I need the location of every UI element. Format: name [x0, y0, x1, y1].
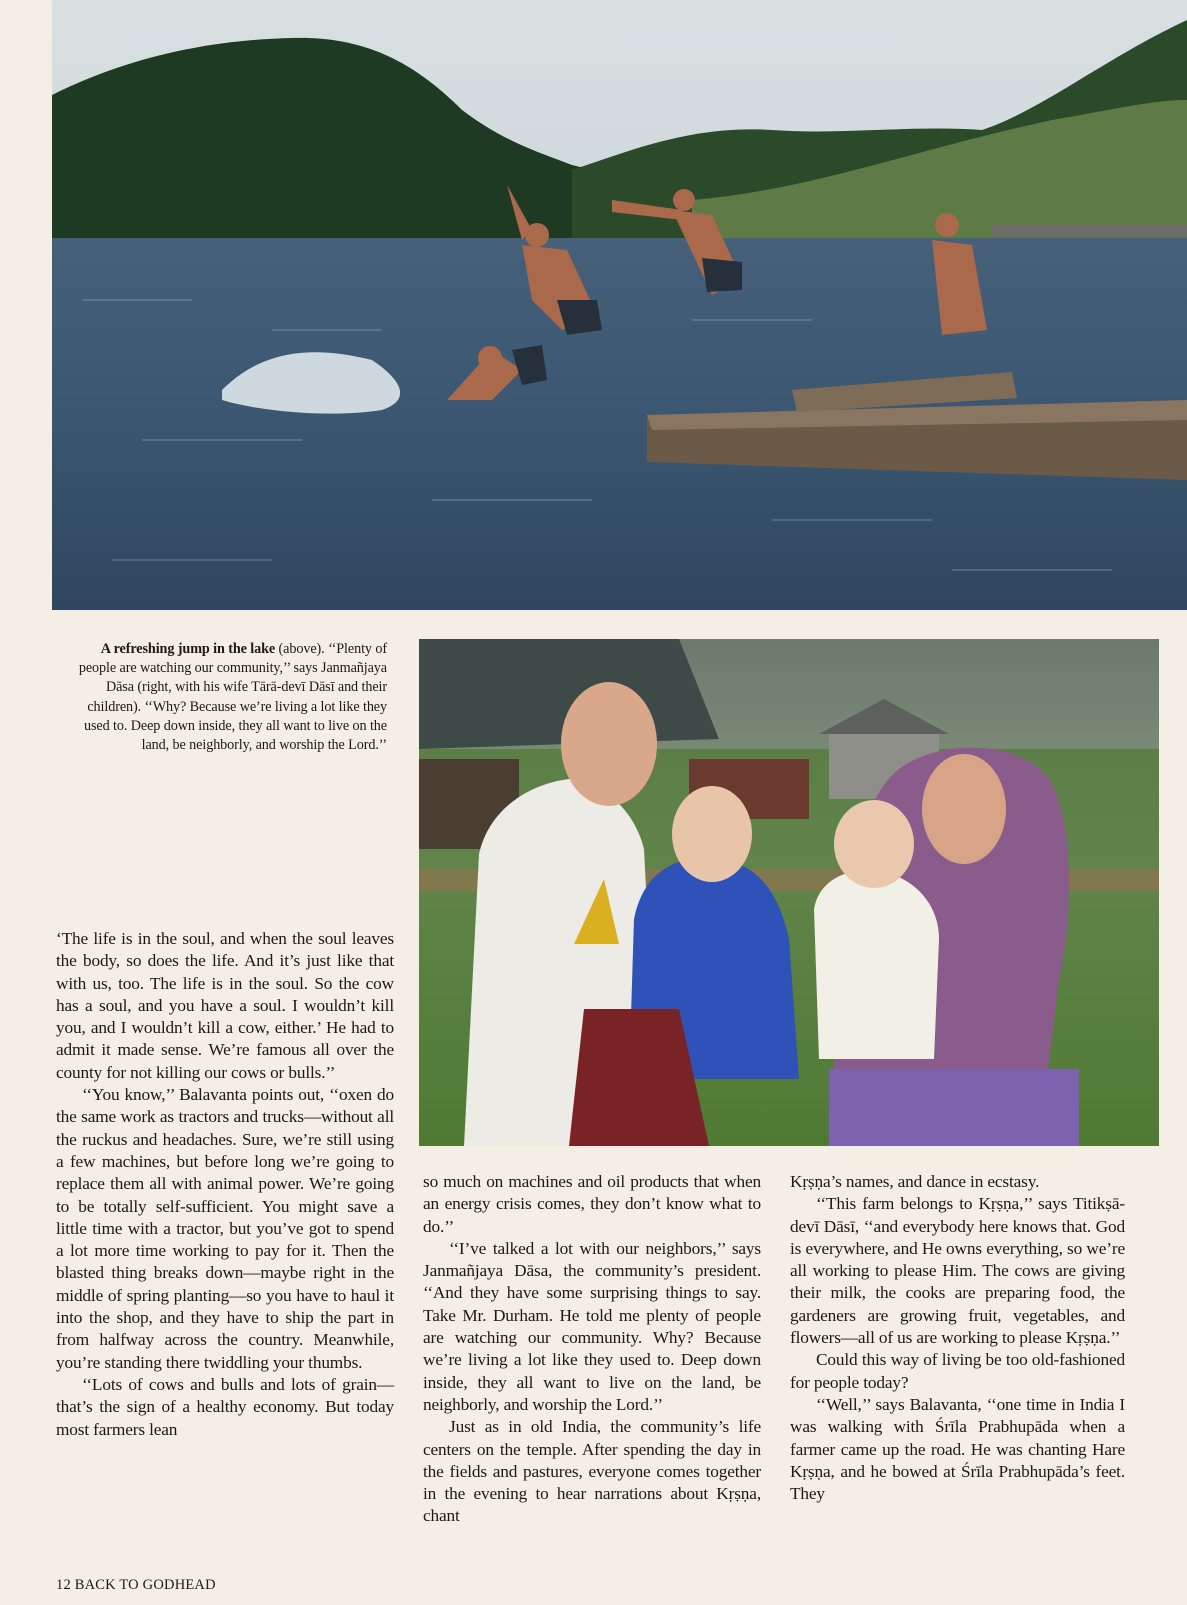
paragraph: ‘‘You know,’’ Balavanta points out, ‘‘oxen do the same work as tractors and trucks—without all the ruckus and headaches. Sure, we’re still using a few machines, but before long we’re going to replace them all with animal power. We’re going to be totally self-sufficient. You might save a little time with a tractor, but you’ve got to spend a lot more time working to pay for it. Then the blasted thing breaks down—maybe right in the middle of spring planting—so you have to haul it into the shop, and they have to ship the part in from halfway across the country. Meanwhile, you’re standing there twiddling your thumbs.	[56, 1085, 394, 1372]
family-photo	[419, 639, 1159, 1146]
caption-lead: A refreshing jump in the lake	[100, 641, 276, 657]
paragraph: so much on machines and oil products that when an energy crisis comes, they don’t know what to do.’’	[423, 1172, 761, 1236]
paragraph: ‘‘This farm belongs to Kṛṣṇa,’’ says Titikṣā-devī Dāsī, ‘‘and everybody here knows that. God is everywhere, and He owns everything, so we’re all working to please Him. The cows are giving their milk, the cooks are preparing food, the gardeners are growing fruit, vegetables, and flowers—all of us are working to please Kṛṣṇa.’’	[790, 1194, 1125, 1348]
article-column-1	[56, 928, 394, 1441]
paragraph: ‘‘Well,’’ says Balavanta, ‘‘one time in India I was walking with Śrīla Prabhupāda when a farmer came up the road. He was chanting Hare Kṛṣṇa, and he bowed at Śrīla Prabhupāda’s feet. They	[790, 1394, 1125, 1504]
page-footer	[56, 1577, 216, 1594]
article-column-2	[423, 1171, 761, 1528]
page-number: 12	[56, 1577, 71, 1593]
article-column-3	[790, 1171, 1125, 1505]
paragraph: ‘‘I’ve talked a lot with our neighbors,’’ says Janmañjaya Dāsa, the community’s president. ‘‘And they have some surprising things to say. Take Mr. Durham. He told me plenty of people are watching our community. Why? Because we’re living a lot like they used to. Deep down inside, they all want to live on the land, be neighborly, and worship the Lord.’’	[423, 1238, 761, 1414]
magazine-title: BACK TO GODHEAD	[74, 1577, 216, 1593]
lake-jump-photo	[52, 0, 1187, 610]
paragraph: ‘‘Lots of cows and bulls and lots of grain—that’s the sign of a healthy economy. But today most farmers lean	[56, 1374, 394, 1439]
paragraph: Could this way of living be too old-fashioned for people today?	[790, 1350, 1125, 1392]
paragraph: ‘The life is in the soul, and when the soul leaves the body, so does the life. And it’s just like that with us, too. The life is in the soul. So the cow has a soul, and you have a soul. I wouldn’t kill you, and I wouldn’t kill a cow, either.’ He had to admit it made sense. We’re famous all over the county for not killing our cows or bulls.’’	[56, 929, 394, 1082]
caption-text: (above). ‘‘Plenty of people are watching our community,’’ says Janmañjaya Dāsa (right, with his wife Tārā-devī Dāsī and their children). ‘‘Why? Because we’re living a lot like they used to. Deep down inside, they all want to live on the land, be neighborly, and worship the Lord.’’	[78, 641, 387, 754]
paragraph: Kṛṣṇa’s names, and dance in ecstasy.	[790, 1172, 1040, 1191]
paragraph: Just as in old India, the community’s life centers on the temple. After spending the day in the fields and pastures, everyone comes together in the evening to hear narrations about Kṛṣṇa, chant	[423, 1417, 761, 1526]
photo-caption	[62, 640, 387, 755]
